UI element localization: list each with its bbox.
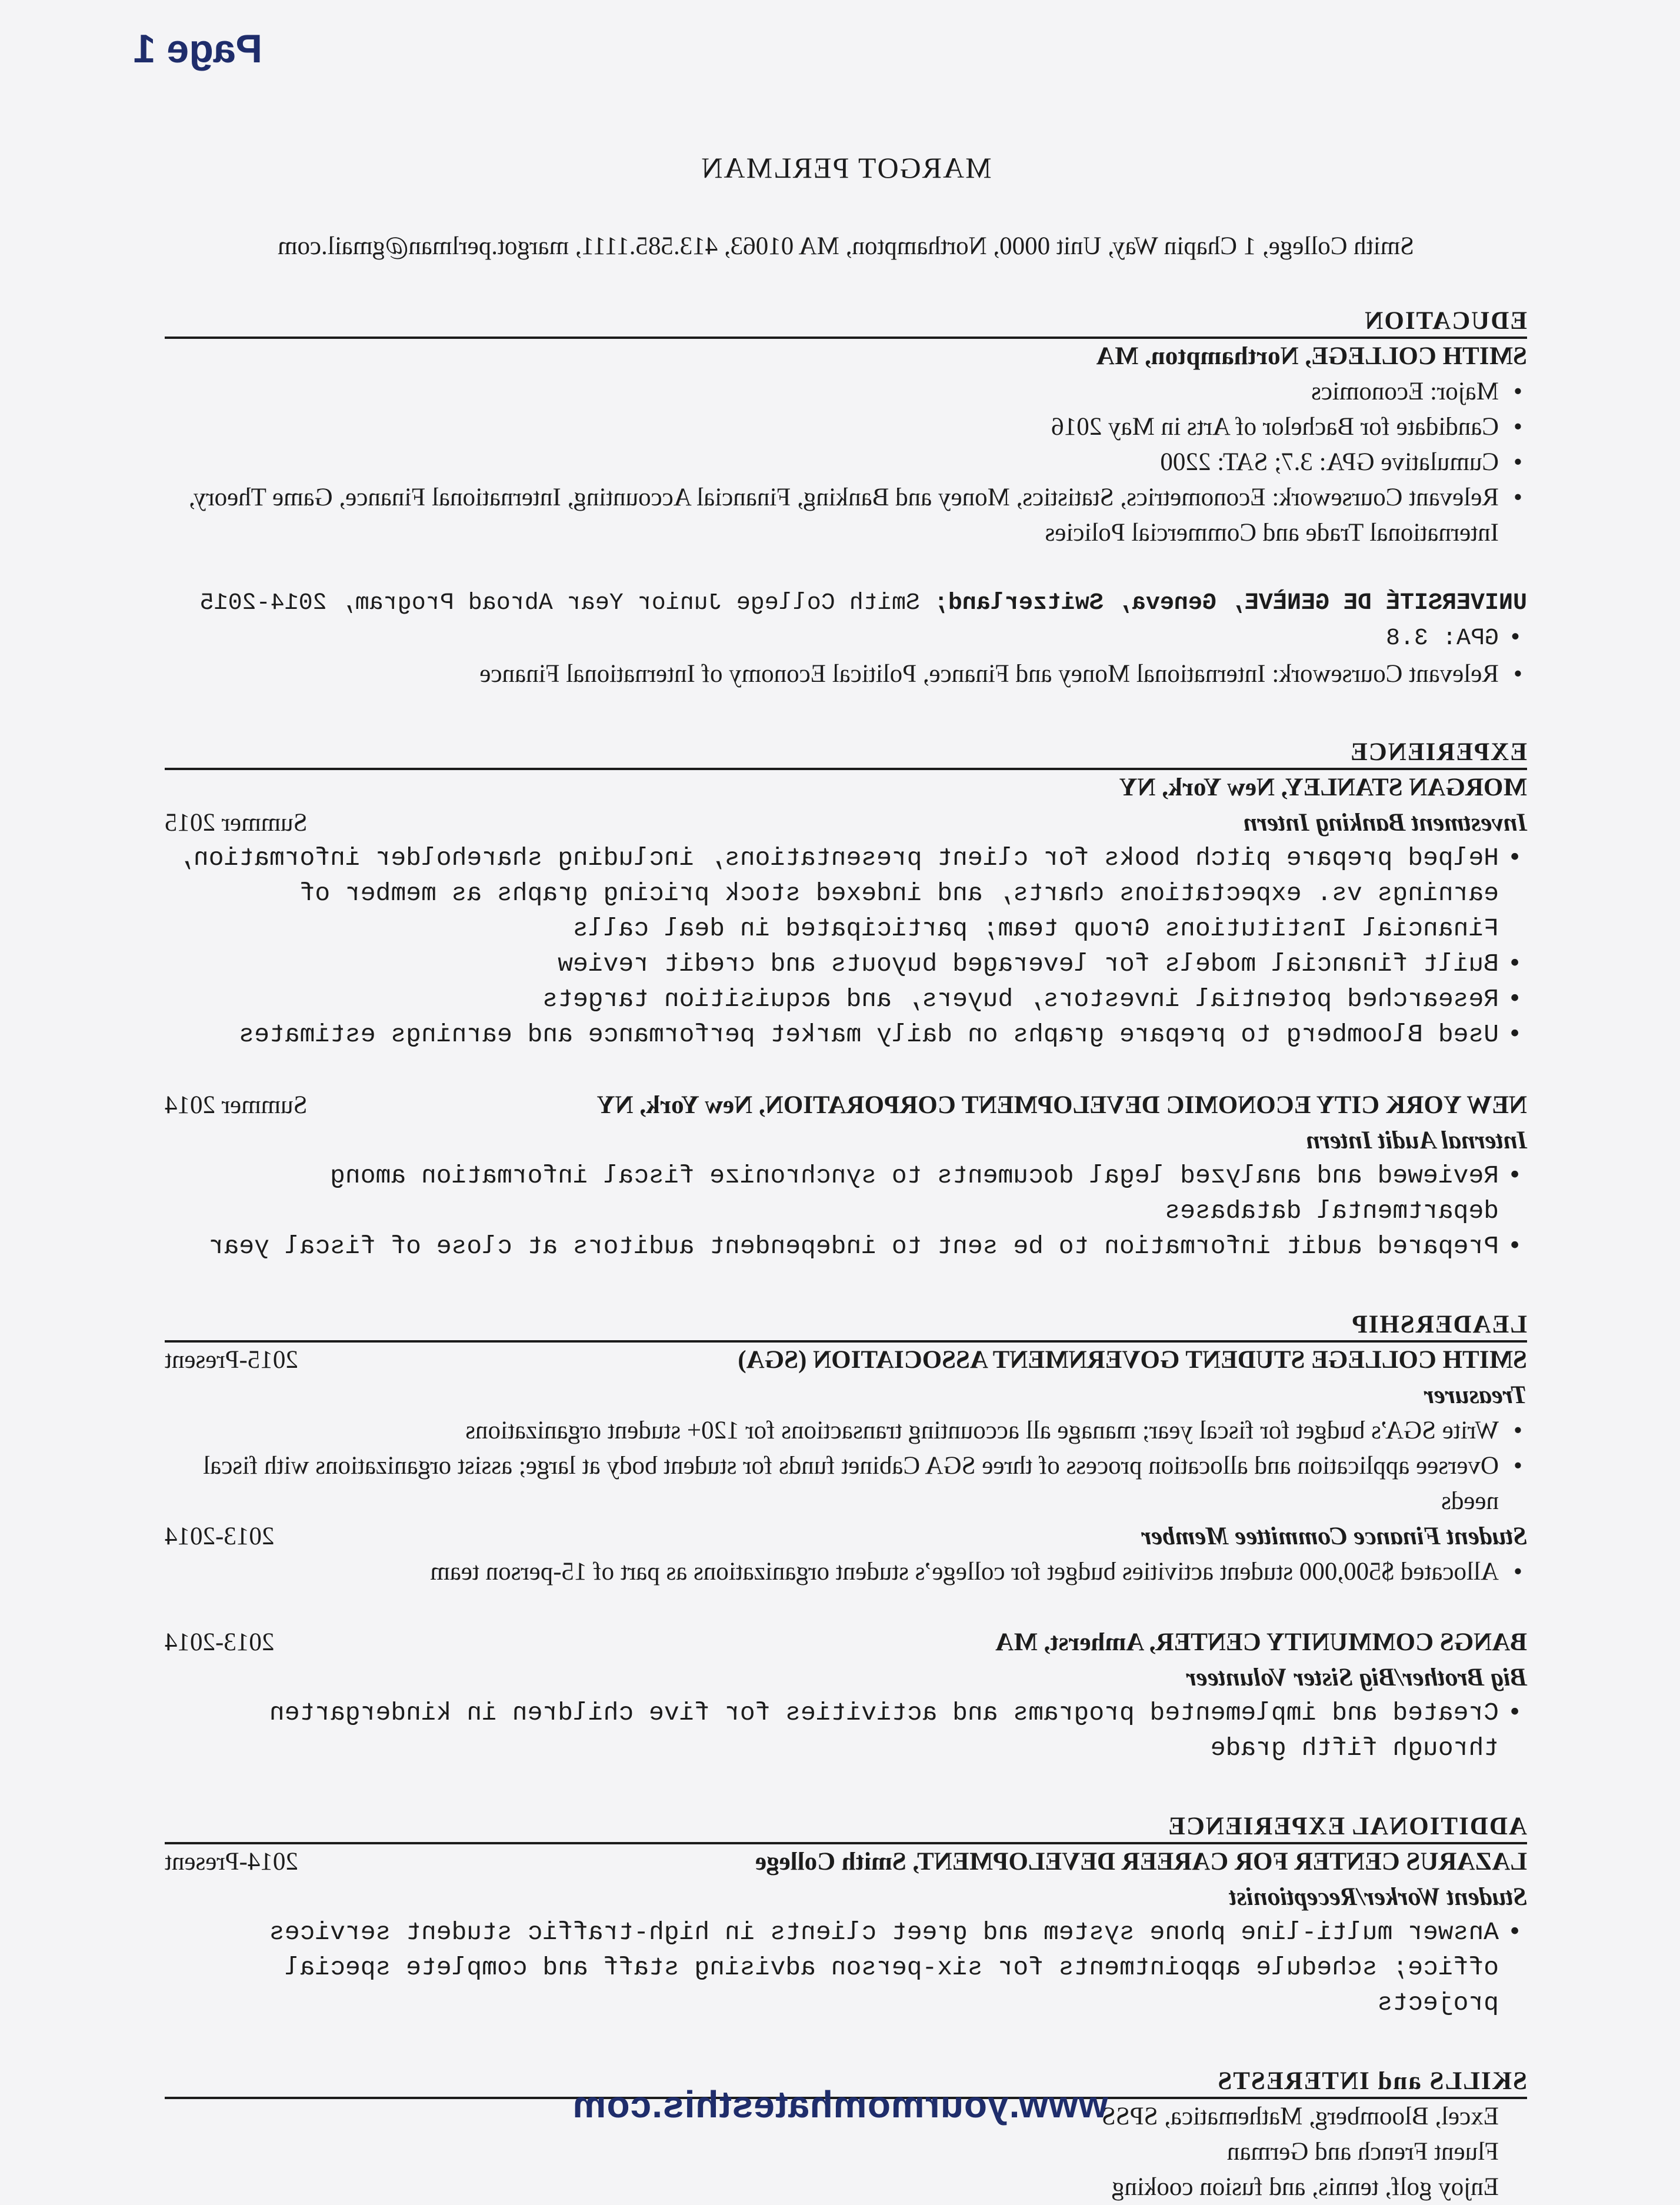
org-nyc: NEW YORK CITY ECONOMIC DEVELOPMENT CORPORATION, New York, NY	[596, 1091, 1527, 1119]
skill-line: Excel, Bloomberg, Mathematica, SPSS	[1101, 2103, 1499, 2130]
list-item: • Reviewed and analyzed legal documents to synchronize fiscal information among departmental databases	[165, 1158, 1499, 1229]
skill-line: Fluent French and German	[1226, 2138, 1499, 2166]
section-title-education: EDUCATION	[165, 307, 1527, 339]
org-row-nyc	[165, 1088, 1527, 1123]
section-title-leadership: LEADERSHIP	[165, 1310, 1527, 1343]
role-morgan: Investment Banking Intern	[1243, 809, 1527, 837]
finance-list	[165, 1554, 1527, 1590]
date-nyc: Summer 2014	[165, 1091, 308, 1119]
org-smith: SMITH COLLEGE, Northampton, MA	[1096, 342, 1527, 370]
list-item: • Cumulative GPA: 3.7; SAT: 2200	[165, 445, 1499, 480]
role-row-finance	[165, 1519, 1527, 1554]
date-bangs: 2013-2014	[165, 1628, 275, 1656]
org-bangs: BANGS COMMUNITY CENTER, Amherst, MA	[995, 1628, 1527, 1656]
list-item: • Oversee application and allocation process of three SGA Cabinet funds for student body at large; assist organizations with fiscal needs	[165, 1448, 1499, 1519]
org-lazarus: LAZARUS CENTER FOR CAREER DEVELOPMENT, Smith College	[755, 1848, 1527, 1876]
date-morgan: Summer 2015	[165, 809, 308, 837]
date-sga: 2015-Present	[165, 1346, 298, 1374]
geneve-program: Smith College Junior Year Abroad Program, 2014-2015	[199, 590, 934, 617]
role-row-morgan	[165, 805, 1527, 841]
org-row-smith	[165, 339, 1527, 374]
bangs-list	[165, 1696, 1527, 1766]
additional-section	[165, 1812, 1527, 2021]
list-item: • Used Bloomberg to prepare graphs on daily market performance and earnings estimates	[165, 1017, 1499, 1052]
org-row-lazarus	[165, 1844, 1527, 1880]
list-item: • Prepared audit information to be sent to independent auditors at close of fiscal year	[165, 1229, 1499, 1264]
list-item: • Relevant Coursework: Econometrics, Statistics, Money and Banking, Financial Accounting, International Finance, Game Theory, International Trade and Commercial Policies	[165, 480, 1499, 551]
section-title-additional: ADDITIONAL EXPERIENCE	[165, 1812, 1527, 1844]
list-item: • GPA: 3.8	[165, 621, 1499, 657]
list-item: • Built financial models for leveraged buyouts and credit review	[165, 947, 1499, 982]
org-morgan: MORGAN STANLEY, New York, NY	[1119, 774, 1527, 801]
leadership-section	[165, 1310, 1527, 1766]
list-item: • Answer multi-line phone system and greet clients in high-traffic student services office; schedule appointments for six-person advising staff and complete special projects	[165, 1915, 1499, 2021]
org-row-geneve	[165, 586, 1527, 621]
lazarus-list	[165, 1915, 1527, 2021]
role-nyc: Internal Audit Intern	[1306, 1127, 1527, 1154]
list-item: • Major: Economics	[165, 374, 1499, 409]
list-item: • Researched potential investors, buyers, and acquisition targets	[165, 982, 1499, 1017]
date-finance-committee: 2013-2014	[165, 1523, 275, 1550]
geneve-list	[165, 621, 1527, 692]
org-geneve: UNIVERSITÉ DE GENÈVE, Geneva, Switzerland;	[934, 590, 1527, 617]
list-item: • Candidate for Bachelor of Arts in May 2016	[165, 409, 1499, 445]
sga-list	[165, 1413, 1527, 1519]
morgan-list	[165, 841, 1527, 1052]
org-row-sga	[165, 1343, 1527, 1378]
role-big-brother: Big Brother/Big Sister Volunteer	[1186, 1664, 1527, 1691]
org-row-bangs	[165, 1625, 1527, 1660]
experience-section	[165, 738, 1527, 1264]
list-item: • Relevant Coursework: International Money and Finance, Political Economy of International Finance	[165, 657, 1499, 692]
section-title-experience: EXPERIENCE	[165, 738, 1527, 770]
list-item: • Helped prepare pitch books for client presentations, including shareholder information, earnings vs. expectations charts, and indexed stock pricing graphs as member of Financial Institutions Group team; participated in deal calls	[165, 841, 1499, 947]
smith-list	[165, 374, 1527, 551]
date-lazarus: 2014-Present	[165, 1848, 298, 1876]
role-receptionist: Student Worker/Receptionist	[1229, 1883, 1527, 1911]
org-row-morgan	[165, 770, 1527, 805]
list-item: • Write SGA’s budget for fiscal year; manage all accounting transactions for 120+ student organizations	[165, 1413, 1499, 1448]
list-item: • Allocated $500,000 student activities budget for college’s student organizations as part of 15-person team	[165, 1554, 1499, 1590]
role-treasurer: Treasurer	[1424, 1381, 1527, 1409]
skill-line: Enjoy golf, tennis, and fusion cooking	[1111, 2173, 1499, 2201]
role-finance-committee: Student Finance Committee Member	[1141, 1523, 1527, 1550]
nyc-list	[165, 1158, 1527, 1264]
page-badge: Page 1	[133, 26, 262, 71]
section-title-skills: SKILLS and INTERESTS	[165, 2067, 1527, 2099]
footer-url: www.yourmomhatesthis.com	[572, 2083, 1108, 2126]
contact-line: Smith College, 1 Chapin Way, Unit 0000, Northampton, MA 01063, 413.585.1111, margot.perlman@gmail.com	[278, 232, 1414, 260]
education-section	[165, 307, 1527, 692]
org-sga: SMITH COLLEGE STUDENT GOVERNMENT ASSOCIATION (SGA)	[738, 1346, 1527, 1374]
candidate-name: MARGOT PERLMAN	[700, 151, 992, 184]
list-item: • Created and implemented programs and activities for five children in kindergarten through fifth grade	[165, 1696, 1499, 1766]
